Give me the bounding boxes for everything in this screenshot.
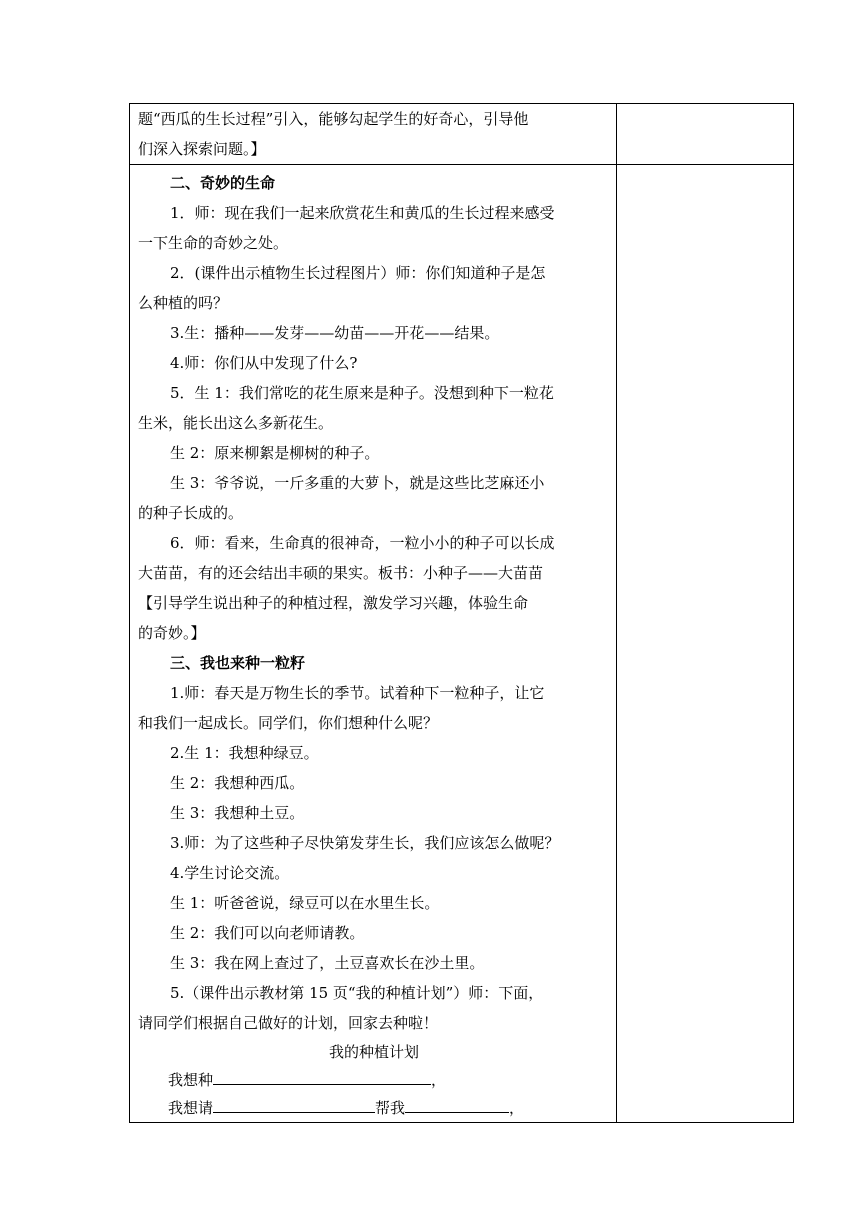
text-line: 4.师：你们从中发现了什么?	[170, 354, 358, 372]
text-line: 3.师：为了这些种子尽快第发芽生长，我们应该怎么做呢？	[170, 834, 560, 852]
text-line: 2．(课件出示植物生长过程图片）师：你们知道种子是怎	[170, 264, 546, 282]
main-cell	[130, 104, 617, 165]
plan-line2-prefix: 我想请	[168, 1099, 214, 1117]
section3-body	[138, 678, 610, 1038]
text-line: 生 2：我想种西瓜。	[170, 774, 305, 792]
text-line: 的种子长成的。	[138, 504, 244, 522]
row1-line: 们深入探索问题。】	[138, 140, 266, 158]
text-line: 生 3：爷爷说，一斤多重的大萝卜，就是这些比芝麻还小	[170, 474, 545, 492]
plan-line2-suffix: ，	[509, 1099, 525, 1117]
plan-line1-suffix: ，	[431, 1071, 447, 1089]
plant-blank[interactable]	[213, 1068, 431, 1085]
text-line: 的奇妙。】	[138, 624, 206, 642]
text-line: 【引导学生说出种子的种植过程，激发学习兴趣，体验生命	[138, 594, 529, 612]
main-cell	[130, 165, 617, 1123]
text-line: 2.生 1：我想种绿豆。	[170, 744, 319, 762]
lesson-plan-table	[129, 103, 794, 1123]
section-heading: 三、我也来种一粒籽	[170, 654, 306, 672]
text-line: 生 3：我想种土豆。	[170, 804, 305, 822]
notes-cell	[617, 165, 794, 1123]
text-line: 6．师：看来，生命真的很神奇，一粒小小的种子可以长成	[170, 534, 555, 552]
text-line: 一下生命的奇妙之处。	[138, 234, 289, 252]
text-line: 生 3：我在网上查过了，土豆喜欢长在沙土里。	[170, 954, 485, 972]
text-line: 生米，能长出这么多新花生。	[138, 414, 334, 432]
notes-cell	[617, 104, 794, 165]
plan-line-1	[138, 1066, 610, 1094]
plan-line1-prefix: 我想种	[168, 1071, 214, 1089]
text-line: 大苗苗，有的还会结出丰硕的果实。板书：小种子——大苗苗	[138, 564, 544, 582]
row1-line: 题“西瓜的生长过程”引入，能够勾起学生的好奇心，引导他	[138, 110, 529, 128]
help-task-blank[interactable]	[405, 1096, 509, 1113]
table-row	[130, 165, 794, 1123]
text-line: 生 1：听爸爸说，绿豆可以在水里生长。	[170, 894, 440, 912]
section2-body	[138, 198, 610, 648]
text-line: 1．师：现在我们一起来欣赏花生和黄瓜的生长过程来感受	[170, 204, 555, 222]
table-row	[130, 104, 794, 165]
text-line: 5.（课件出示教材第 15 页“我的种植计划”）师：下面，	[170, 984, 544, 1002]
text-line: 4.学生讨论交流。	[170, 864, 290, 882]
plan-title: 我的种植计划	[328, 1043, 419, 1061]
helper-blank[interactable]	[213, 1096, 375, 1113]
text-line: 5．生 1：我们常吃的花生原来是种子。没想到种下一粒花	[170, 384, 554, 402]
text-line: 和我们一起成长。同学们，你们想种什么呢？	[138, 714, 439, 732]
text-line: 3.生：播种——发芽——幼苗——开花——结果。	[170, 324, 500, 342]
text-line: 生 2：原来柳絮是柳树的种子。	[170, 444, 380, 462]
section-heading: 二、奇妙的生命	[170, 174, 276, 192]
text-line: 请同学们根据自己做好的计划，回家去种啦！	[138, 1014, 439, 1032]
text-line: 么种植的吗？	[138, 294, 229, 312]
plan-line-2	[138, 1094, 610, 1122]
text-line: 生 2：我们可以向老师请教。	[170, 924, 365, 942]
plan-line2-middle: 帮我	[375, 1099, 406, 1117]
text-line: 1.师：春天是万物生长的季节。试着种下一粒种子，让它	[170, 684, 545, 702]
